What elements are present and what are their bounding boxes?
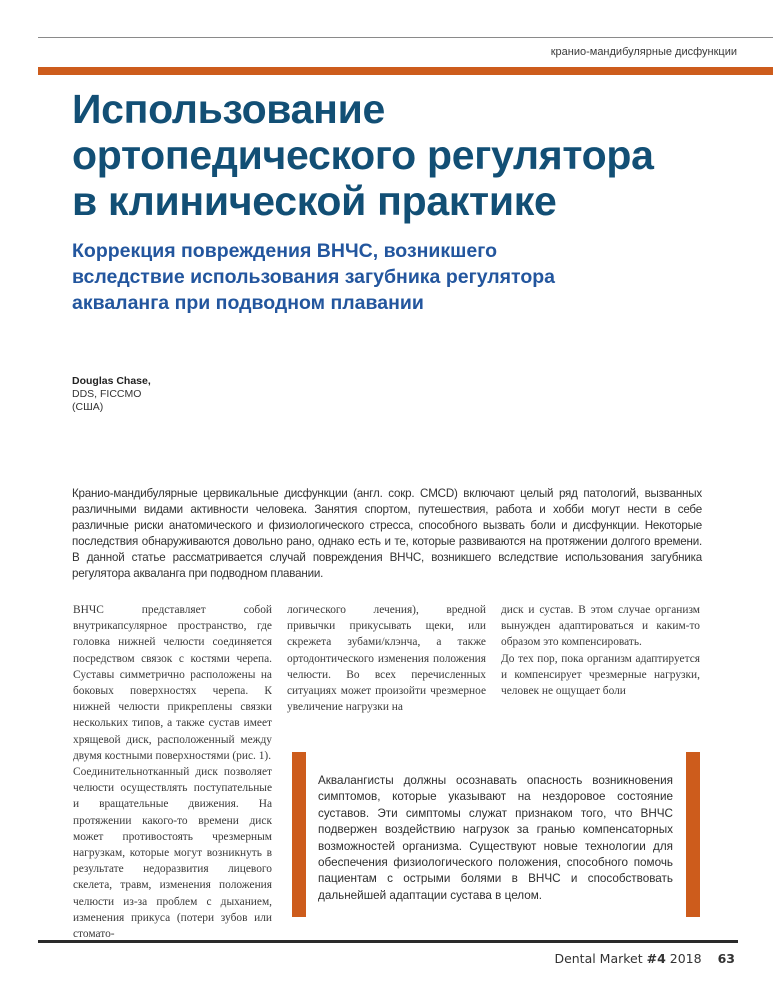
body-column-3 [501, 602, 700, 699]
title-line: ортопедического регулятора [72, 132, 654, 178]
body-column-2 [287, 602, 486, 715]
magazine-name: Dental Market [554, 951, 647, 966]
callout-bar-left [292, 752, 306, 917]
title-line: Использование [72, 86, 386, 132]
paragraph: логического лечения), вредной привычки прикусывать щеки, или скрежета зубами/клэнча, а также ортодонтического изменения положения челюсти. Во всех перечисленных ситуациях может произойти чрезмерное увеличение нагрузки на [287, 604, 486, 714]
issue-number: #4 [646, 951, 666, 966]
top-rule [38, 37, 773, 38]
page-footer [554, 951, 735, 966]
section-label: кранио-мандибулярные дисфункции [550, 46, 737, 58]
accent-bar [38, 67, 773, 75]
article-abstract: Кранио-мандибулярные цервикальные дисфункции (англ. сокр. CMCD) включают целый ряд патологий, вызванных различными видами активности человека. Занятия спортом, путешествия, работа и хобби могут нести в себе различные риски анатомического и физиологического стресса, способного вызвать боли и дисфункции. Некоторые последствия обнаруживаются довольно рано, однако есть и те, которые развиваются на протяжении долгого времени. В данной статье рассматривается случай повреждения ВНЧС, возникшего вследствие использования загубника регулятора акваланга при подводном плавании. [72, 487, 702, 580]
author-block [72, 375, 151, 414]
issue-year: 2018 [665, 951, 702, 966]
title-line: в клинической практике [72, 178, 557, 224]
paragraph: ВНЧС представляет собой внутрикапсулярное пространство, где головка нижней челюсти соединяется посредством связок с костями черепа. Суставы симметрично расположены на боковых поверхностях черепа. К нижней челюсти прикреплены связки нескольких типов, а также сустав имеет хрящевой диск, расположенный между двумя костными поверхностями (рис. 1). [73, 604, 272, 762]
subtitle-line: Коррекция повреждения ВНЧС, возникшего [72, 240, 498, 262]
author-credentials: DDS, FICCMO [72, 388, 142, 400]
callout-bar-right [686, 752, 700, 917]
paragraph: диск и сустав. В этом случае организм вынужден адаптироваться и каким-то образом это компенсировать. [501, 604, 700, 649]
bottom-rule [38, 940, 738, 943]
article-title [72, 86, 752, 224]
author-name: Douglas Chase, [72, 375, 151, 387]
page-number: 63 [717, 951, 735, 966]
pull-quote: Аквалангисты должны осознавать опасность возникновения симптомов, которые указывают на нездоровое состояние суставов. Эти симптомы служат признаком того, что ВНЧС подвержен воздействию нагрузок за гранью компенсаторных возможностей организма. Существуют новые технологии для обеспечения физиологического положения, способного помочь пациентам с острыми болями в ВНЧС и способствовать дальнейшей адаптации сустава в целом. [318, 774, 673, 902]
subtitle-line: акваланга при подводном плавании [72, 292, 424, 314]
article-subtitle [72, 238, 712, 316]
paragraph: До тех пор, пока организм адаптируется и компенсирует чрезмерные нагрузки, человек не ощущает боли [501, 652, 700, 698]
subtitle-line: вследствие использования загубника регулятора [72, 266, 556, 288]
author-country: (США) [72, 401, 104, 413]
body-column-1 [73, 602, 272, 942]
paragraph: Соединительнотканный диск позволяет челюсти осуществлять поступательные и вращательные движения. На протяжении какого-то времени диск может противостоять чрезмерным нагрузкам, которые могут возникнуть в результате недоразвития лицевого скелета, травм, изменения положения челюсти из-за проблем с дыханием, изменения прикуса (потери зубов или стомато- [73, 766, 272, 941]
